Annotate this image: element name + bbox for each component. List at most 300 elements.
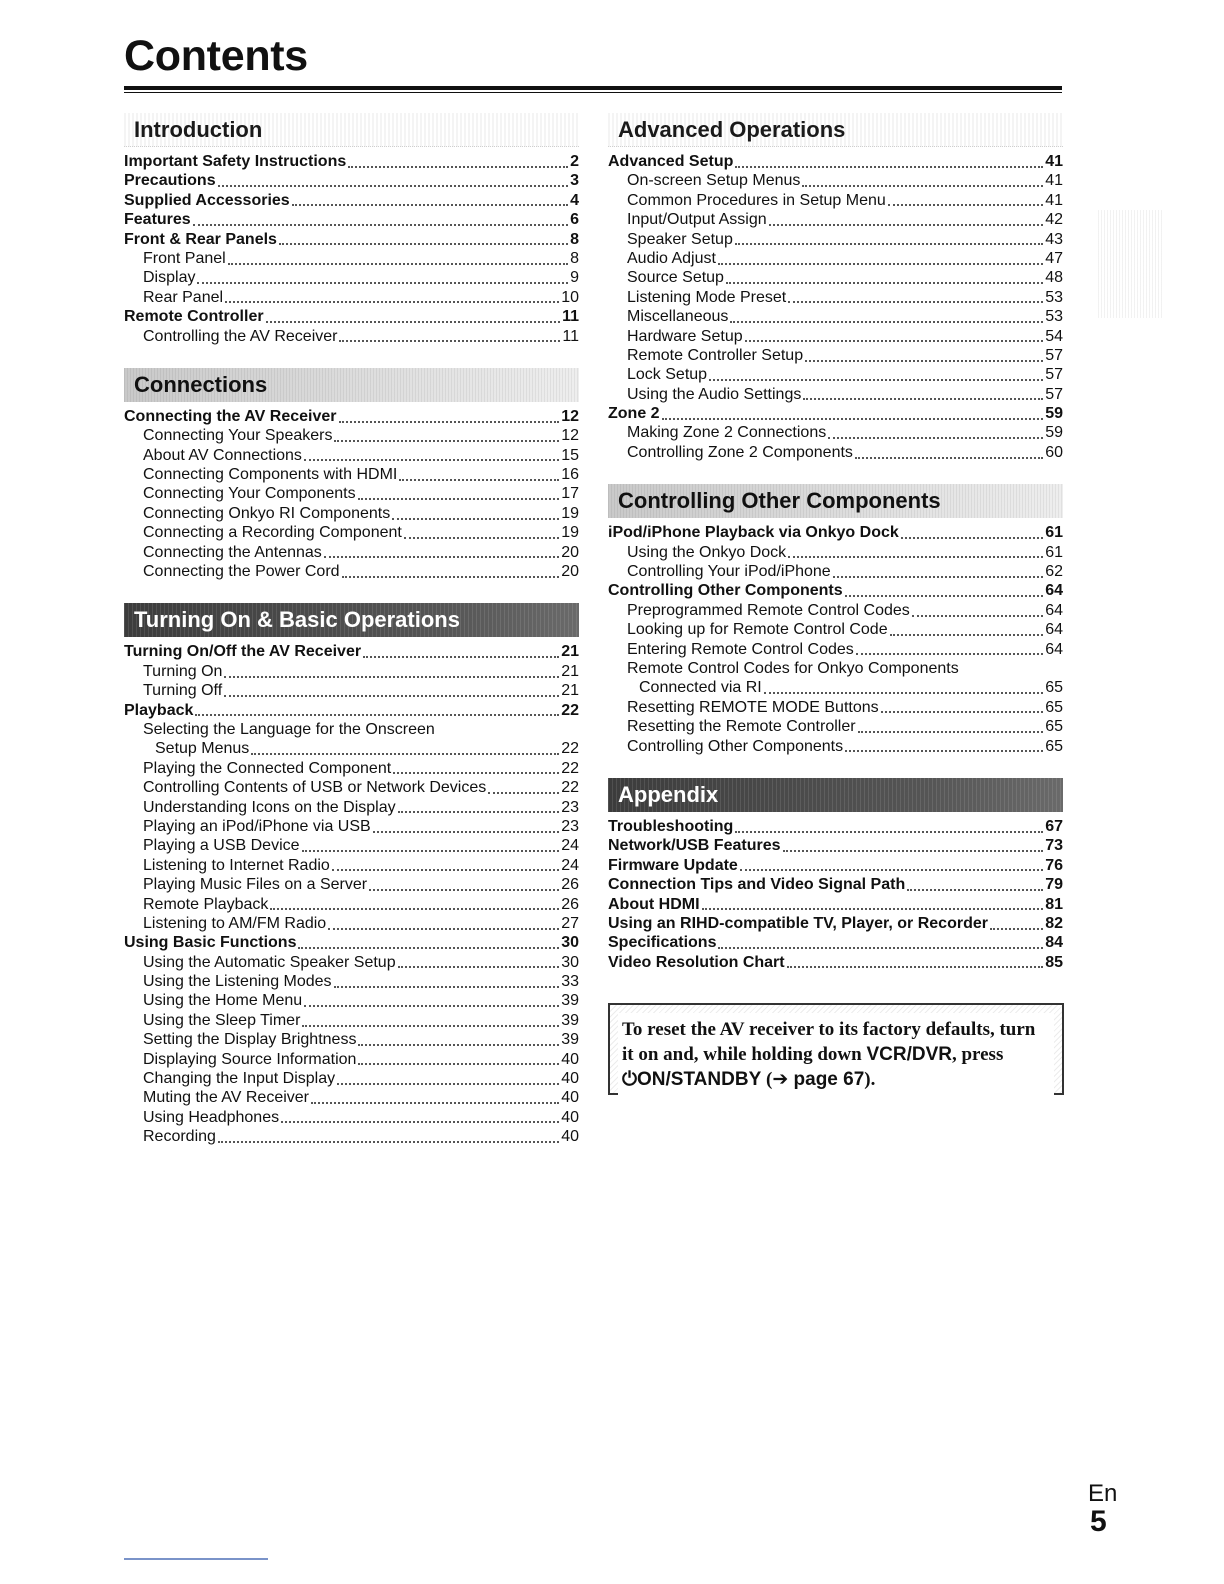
toc-entry[interactable] [124, 249, 579, 268]
toc-entry[interactable] [124, 426, 579, 445]
toc-entry[interactable] [124, 1108, 579, 1127]
reset-note-box [608, 1003, 1064, 1095]
toc-entry-title: Displaying Source Information [143, 1050, 357, 1068]
toc-entry-page: 54 [1045, 327, 1063, 345]
toc-entry[interactable] [124, 484, 579, 503]
toc-entry-title: Turning Off [143, 682, 223, 700]
toc-entry-page: 48 [1045, 269, 1063, 287]
toc-entry-page: 19 [561, 524, 579, 542]
toc-entry[interactable] [124, 210, 579, 229]
note-text: it on and, while holding down [622, 1044, 867, 1065]
toc-entry-page: 39 [561, 1031, 579, 1049]
section-appendix [608, 778, 1063, 972]
dot-leader [787, 966, 1044, 968]
toc-entry-title: Controlling Other Components [608, 582, 843, 600]
toc-entry-title: Connecting the Antennas [143, 543, 322, 561]
dot-leader [745, 340, 1044, 342]
toc-entry-title: Listening Mode Preset [627, 288, 787, 306]
toc-entry-page: 8 [570, 230, 579, 248]
toc-entry[interactable] [124, 268, 579, 287]
toc-entry-page: 21 [561, 682, 579, 700]
toc-entry-title: Display [143, 269, 196, 287]
toc-entry[interactable] [608, 581, 1063, 600]
dot-leader [324, 556, 559, 558]
dot-leader [858, 731, 1044, 733]
toc-entry-page: 64 [1045, 601, 1063, 619]
toc-entry-page: 40 [561, 1070, 579, 1088]
page-title: Contents [124, 32, 308, 80]
toc-entry-page: 8 [570, 249, 579, 267]
dot-leader [218, 185, 569, 187]
toc-entry-title: Controlling Zone 2 Components [627, 443, 853, 461]
toc-entry-title: Resetting the Remote Controller [627, 718, 856, 736]
toc-entry-title: Front Panel [143, 249, 226, 267]
toc-entry[interactable] [608, 601, 1063, 620]
dot-leader [298, 947, 559, 949]
toc-entry-title: Setting the Display Brightness [143, 1031, 357, 1049]
toc-entry-title: About HDMI [608, 895, 700, 913]
dot-leader [218, 1141, 559, 1143]
dot-leader [901, 537, 1043, 539]
toc-entry[interactable] [608, 875, 1063, 894]
note-text: , press [951, 1044, 1004, 1065]
dot-leader [304, 459, 559, 461]
toc-entry[interactable] [608, 737, 1063, 756]
toc-entry[interactable] [124, 1088, 579, 1107]
toc-entry-title: Turning On/Off the AV Receiver [124, 643, 362, 661]
note-text: ). [864, 1069, 876, 1090]
toc-entry[interactable] [124, 836, 579, 855]
dot-leader [302, 850, 560, 852]
dot-leader [881, 711, 1044, 713]
toc-entry-title: Looking up for Remote Control Code [627, 621, 888, 639]
toc-entry[interactable] [124, 817, 579, 836]
toc-entry-page: 60 [1045, 443, 1063, 461]
toc-entry-page: 40 [561, 1108, 579, 1126]
toc-entry-title: Rear Panel [143, 288, 224, 306]
toc-entry-page: 39 [561, 1011, 579, 1029]
toc-entry-page: 21 [561, 662, 579, 680]
toc-entry-page: 22 [561, 779, 579, 797]
toc-entry-page: 47 [1045, 249, 1063, 267]
toc-entry[interactable] [608, 895, 1063, 914]
toc-entry-page: 82 [1045, 914, 1063, 932]
toc-entry-page: 33 [561, 973, 579, 991]
toc-entry-title: Understanding Icons on the Display [143, 798, 396, 816]
dot-leader [735, 243, 1043, 245]
dot-leader [334, 440, 559, 442]
dot-leader [398, 966, 560, 968]
toc-entry-page: 61 [1045, 543, 1063, 561]
toc-entry[interactable] [124, 739, 579, 758]
dot-leader [251, 753, 559, 755]
dot-leader [828, 437, 1043, 439]
toc-entry-page: 10 [561, 288, 579, 306]
dot-leader [197, 282, 568, 284]
dot-leader [764, 692, 1043, 694]
toc-entry[interactable] [124, 523, 579, 542]
toc-entry-page: 65 [1045, 718, 1063, 736]
vcr-dvr-button-label: VCR/DVR [866, 1044, 952, 1065]
toc-entry-title: Remote Control Codes for Onkyo Components [627, 659, 959, 677]
toc-entry-page: 21 [561, 643, 579, 661]
section-header: Appendix [608, 778, 1063, 812]
toc-entry-title: Common Procedures in Setup Menu [627, 191, 886, 209]
toc-entry-title: Using the Home Menu [143, 992, 303, 1010]
toc-entry-title: Miscellaneous [627, 308, 729, 326]
dot-leader [225, 301, 559, 303]
toc-entry[interactable] [608, 659, 1063, 678]
scan-artifact [1098, 210, 1164, 318]
toc-entry[interactable] [608, 543, 1063, 562]
toc-entry[interactable] [608, 210, 1063, 229]
toc-entry[interactable] [124, 407, 579, 426]
toc-entry-title: Connected via RI [639, 679, 762, 697]
reset-note-line-1: To reset the AV receiver to its factory defaults, turn [622, 1019, 1036, 1040]
toc-entry[interactable] [124, 327, 579, 346]
toc-entry[interactable] [124, 895, 579, 914]
toc-entry[interactable] [124, 701, 579, 720]
toc-entry-page: 22 [561, 740, 579, 758]
toc-entry-title: Connection Tips and Video Signal Path [608, 876, 906, 894]
toc-entry[interactable] [124, 446, 579, 465]
toc-entry-page: 3 [570, 172, 579, 190]
toc-entry-page: 65 [1045, 698, 1063, 716]
toc-entry-title: Playing Music Files on a Server [143, 876, 368, 894]
toc-entry-page: 85 [1045, 953, 1063, 971]
toc-entry-title: Speaker Setup [627, 230, 733, 248]
toc-entry[interactable] [124, 953, 579, 972]
toc-entry[interactable] [608, 817, 1063, 836]
toc-entry[interactable] [124, 562, 579, 581]
title-rule-thin [124, 92, 1062, 93]
toc-entry-title: Playing a USB Device [143, 837, 300, 855]
toc-list [608, 152, 1063, 462]
dot-leader [279, 243, 568, 245]
dot-leader [845, 595, 1044, 597]
toc-list [124, 407, 579, 582]
toc-entry[interactable] [608, 268, 1063, 287]
dot-leader [358, 498, 560, 500]
toc-entry-page: 11 [562, 308, 579, 326]
toc-entry-title: Connecting Components with HDMI [143, 466, 398, 484]
toc-entry-title: Using the Listening Modes [143, 973, 332, 991]
toc-entry[interactable] [124, 1127, 579, 1146]
toc-entry[interactable] [124, 543, 579, 562]
toc-entry[interactable] [608, 230, 1063, 249]
toc-entry[interactable] [124, 230, 579, 249]
toc-entry-title: Specifications [608, 934, 717, 952]
toc-list [124, 642, 579, 1146]
toc-entry-title: Making Zone 2 Connections [627, 424, 827, 442]
toc-list [608, 523, 1063, 756]
toc-entry-page: 24 [561, 837, 579, 855]
toc-entry-page: 27 [561, 914, 579, 932]
reset-note-line-2 [622, 1042, 1050, 1067]
toc-entry[interactable] [608, 423, 1063, 442]
toc-entry-page: 40 [561, 1128, 579, 1146]
dot-leader [888, 204, 1043, 206]
toc-entry-page: 22 [561, 701, 579, 719]
toc-entry[interactable] [124, 720, 579, 739]
dot-leader [802, 185, 1043, 187]
dot-leader [805, 360, 1043, 362]
dot-leader [328, 928, 559, 930]
toc-entry-title: Using Headphones [143, 1108, 280, 1126]
toc-entry[interactable] [124, 288, 579, 307]
toc-entry[interactable] [124, 914, 579, 933]
toc-entry[interactable] [608, 914, 1063, 933]
toc-entry[interactable] [608, 836, 1063, 855]
dot-leader [735, 831, 1043, 833]
toc-entry[interactable] [608, 385, 1063, 404]
toc-entry[interactable] [124, 972, 579, 991]
toc-entry-page: 65 [1045, 737, 1063, 755]
toc-entry[interactable] [608, 249, 1063, 268]
toc-entry-page: 81 [1045, 895, 1063, 913]
dot-leader [488, 792, 559, 794]
toc-entry[interactable] [124, 465, 579, 484]
toc-entry[interactable] [124, 778, 579, 797]
toc-entry-page: 2 [570, 153, 579, 170]
toc-entry-page: 9 [570, 269, 579, 287]
section-header: Turning On & Basic Operations [124, 603, 579, 637]
dot-leader [662, 418, 1044, 420]
toc-entry[interactable] [608, 365, 1063, 384]
toc-entry-title: Connecting Onkyo RI Components [143, 504, 391, 522]
section-turning-on-basic-operations [124, 603, 579, 1146]
toc-entry[interactable] [608, 523, 1063, 542]
toc-entry[interactable] [124, 991, 579, 1010]
toc-entry-title: iPod/iPhone Playback via Onkyo Dock [608, 524, 899, 542]
dot-leader [348, 166, 568, 168]
dot-leader [358, 1044, 559, 1046]
dot-leader [228, 263, 568, 265]
toc-entry-title: Using the Sleep Timer [143, 1011, 301, 1029]
toc-entry[interactable] [124, 307, 579, 326]
toc-entry-title: Using the Audio Settings [627, 385, 802, 403]
toc-entry-page: 16 [561, 466, 579, 484]
toc-entry[interactable] [608, 640, 1063, 659]
toc-entry[interactable] [608, 856, 1063, 875]
on-standby-button-label: ON/STANDBY [637, 1069, 762, 1090]
toc-entry-title: Playback [124, 701, 194, 719]
toc-entry-title: Turning On [143, 662, 223, 680]
toc-entry-page: 57 [1045, 385, 1063, 403]
toc-entry-page: 40 [561, 1089, 579, 1107]
toc-entry-title: Listening to AM/FM Radio [143, 914, 327, 932]
arrow-right-icon: ➔ [772, 1069, 789, 1090]
dot-leader [735, 166, 1043, 168]
toc-entry-title: Recording [143, 1128, 216, 1146]
toc-entry-page: 20 [561, 563, 579, 581]
dot-leader [304, 1005, 559, 1007]
toc-entry-page: 26 [561, 895, 579, 913]
toc-entry-page: 43 [1045, 230, 1063, 248]
toc-entry[interactable] [124, 642, 579, 661]
toc-entry-title: Muting the AV Receiver [143, 1089, 310, 1107]
toc-entry-page: 42 [1045, 211, 1063, 229]
toc-entry-page: 73 [1045, 837, 1063, 855]
toc-entry-title: Remote Controller [124, 308, 264, 326]
toc-entry-page: 40 [561, 1050, 579, 1068]
toc-entry[interactable] [124, 933, 579, 952]
toc-entry-page: 15 [561, 446, 579, 464]
toc-entry[interactable] [124, 1011, 579, 1030]
bottom-rule [124, 1558, 268, 1560]
dot-leader [224, 676, 559, 678]
toc-entry[interactable] [608, 346, 1063, 365]
toc-entry-page: 64 [1045, 621, 1063, 639]
toc-entry-title: Controlling the AV Receiver [143, 327, 338, 345]
toc-entry-title: Controlling Other Components [627, 737, 844, 755]
title-rule [124, 86, 1062, 90]
toc-entry-page: 22 [561, 759, 579, 777]
dot-leader [337, 1083, 559, 1085]
toc-entry-title: Source Setup [627, 269, 724, 287]
toc-entry[interactable] [608, 678, 1063, 697]
left-column [124, 113, 579, 1169]
toc-entry-page: 12 [561, 407, 579, 425]
toc-entry[interactable] [124, 191, 579, 210]
dot-leader [311, 1102, 559, 1104]
dot-leader [726, 282, 1043, 284]
dot-leader [334, 986, 560, 988]
toc-list [124, 152, 579, 346]
toc-entry-page: 12 [561, 427, 579, 445]
toc-entry-page: 6 [570, 211, 579, 229]
dot-leader [709, 379, 1043, 381]
toc-entry-page: 30 [561, 953, 579, 971]
toc-entry[interactable] [124, 856, 579, 875]
dot-leader [398, 811, 560, 813]
dot-leader [730, 321, 1043, 323]
toc-entry-title: Preprogrammed Remote Control Codes [627, 601, 910, 619]
toc-entry-page: 23 [561, 798, 579, 816]
toc-entry-title: Setup Menus [155, 740, 250, 758]
toc-entry-title: Using an RIHD-compatible TV, Player, or Recorder [608, 914, 988, 932]
toc-entry-title: Front & Rear Panels [124, 230, 277, 248]
toc-entry-page: 76 [1045, 856, 1063, 874]
toc-entry-page: 23 [561, 817, 579, 835]
toc-entry-title: Hardware Setup [627, 327, 743, 345]
dot-leader [292, 204, 568, 206]
toc-entry-title: Supplied Accessories [124, 191, 290, 209]
toc-entry[interactable] [608, 171, 1063, 190]
toc-entry[interactable] [608, 152, 1063, 171]
dot-leader [399, 479, 559, 481]
toc-entry[interactable] [124, 1069, 579, 1088]
toc-entry[interactable] [608, 191, 1063, 210]
toc-entry[interactable] [608, 620, 1063, 639]
dot-leader [990, 928, 1043, 930]
power-icon: ⏻ [622, 1069, 638, 1090]
reset-note-line-3 [622, 1067, 1050, 1092]
toc-entry[interactable] [608, 327, 1063, 346]
toc-entry[interactable] [608, 717, 1063, 736]
toc-entry-page: 61 [1045, 524, 1063, 542]
dot-leader [702, 908, 1044, 910]
dot-leader [224, 695, 559, 697]
toc-entry-title: Entering Remote Control Codes [627, 640, 854, 658]
toc-entry-page: 41 [1045, 172, 1063, 190]
toc-entry-page: 41 [1045, 191, 1063, 209]
toc-entry-page: 53 [1045, 308, 1063, 326]
toc-entry[interactable] [608, 953, 1063, 972]
toc-entry[interactable] [608, 933, 1063, 952]
reset-note-text [618, 1013, 1054, 1098]
page-number: 5 [1090, 1505, 1107, 1538]
toc-entry-page: 57 [1045, 366, 1063, 384]
section-header: Controlling Other Components [608, 484, 1063, 518]
dot-leader [890, 634, 1044, 636]
toc-entry[interactable] [124, 1030, 579, 1049]
toc-entry[interactable] [124, 681, 579, 700]
toc-entry[interactable] [608, 288, 1063, 307]
dot-leader [195, 714, 559, 716]
dot-leader [845, 750, 1043, 752]
toc-entry-title: Network/USB Features [608, 837, 781, 855]
toc-entry[interactable] [608, 562, 1063, 581]
toc-entry-page: 4 [570, 191, 579, 209]
dot-leader [339, 421, 560, 423]
toc-entry[interactable] [124, 759, 579, 778]
dot-leader [855, 457, 1043, 459]
section-advanced-operations [608, 113, 1063, 462]
toc-entry[interactable] [608, 443, 1063, 462]
toc-entry[interactable] [124, 1050, 579, 1069]
dot-leader [392, 518, 559, 520]
toc-entry-page: 65 [1045, 679, 1063, 697]
dot-leader [718, 947, 1043, 949]
section-header: Introduction [124, 113, 579, 147]
dot-leader [339, 340, 560, 342]
dot-leader [833, 576, 1044, 578]
toc-entry-page: 59 [1045, 424, 1063, 442]
section-introduction [124, 113, 579, 346]
toc-entry-page: 59 [1045, 405, 1063, 423]
dot-leader [393, 772, 559, 774]
toc-entry-page: 26 [561, 876, 579, 894]
dot-leader [769, 224, 1044, 226]
toc-entry[interactable] [124, 152, 579, 171]
toc-entry-title: Important Safety Instructions [124, 153, 347, 170]
toc-entry-title: Using the Onkyo Dock [627, 543, 787, 561]
toc-entry-title: Using Basic Functions [124, 934, 297, 952]
toc-entry[interactable] [124, 662, 579, 681]
toc-entry-page: 64 [1045, 582, 1063, 600]
dot-leader [907, 889, 1043, 891]
section-connections [124, 368, 579, 582]
toc-entry[interactable] [608, 404, 1063, 423]
toc-entry-title: Lock Setup [627, 366, 708, 384]
toc-entry-title: Connecting the AV Receiver [124, 407, 337, 425]
toc-entry-title: Input/Output Assign [627, 211, 767, 229]
toc-entry[interactable] [124, 171, 579, 190]
toc-entry[interactable] [124, 875, 579, 894]
toc-entry-page: 20 [561, 543, 579, 561]
dot-leader [718, 263, 1043, 265]
dot-leader [788, 556, 1043, 558]
toc-entry-title: Audio Adjust [627, 249, 716, 267]
toc-entry[interactable] [608, 698, 1063, 717]
dot-leader [803, 398, 1043, 400]
toc-entry[interactable] [124, 504, 579, 523]
toc-entry[interactable] [608, 307, 1063, 326]
toc-entry[interactable] [124, 798, 579, 817]
page-reference[interactable]: page 67 [788, 1069, 865, 1090]
toc-entry-page: 19 [561, 504, 579, 522]
